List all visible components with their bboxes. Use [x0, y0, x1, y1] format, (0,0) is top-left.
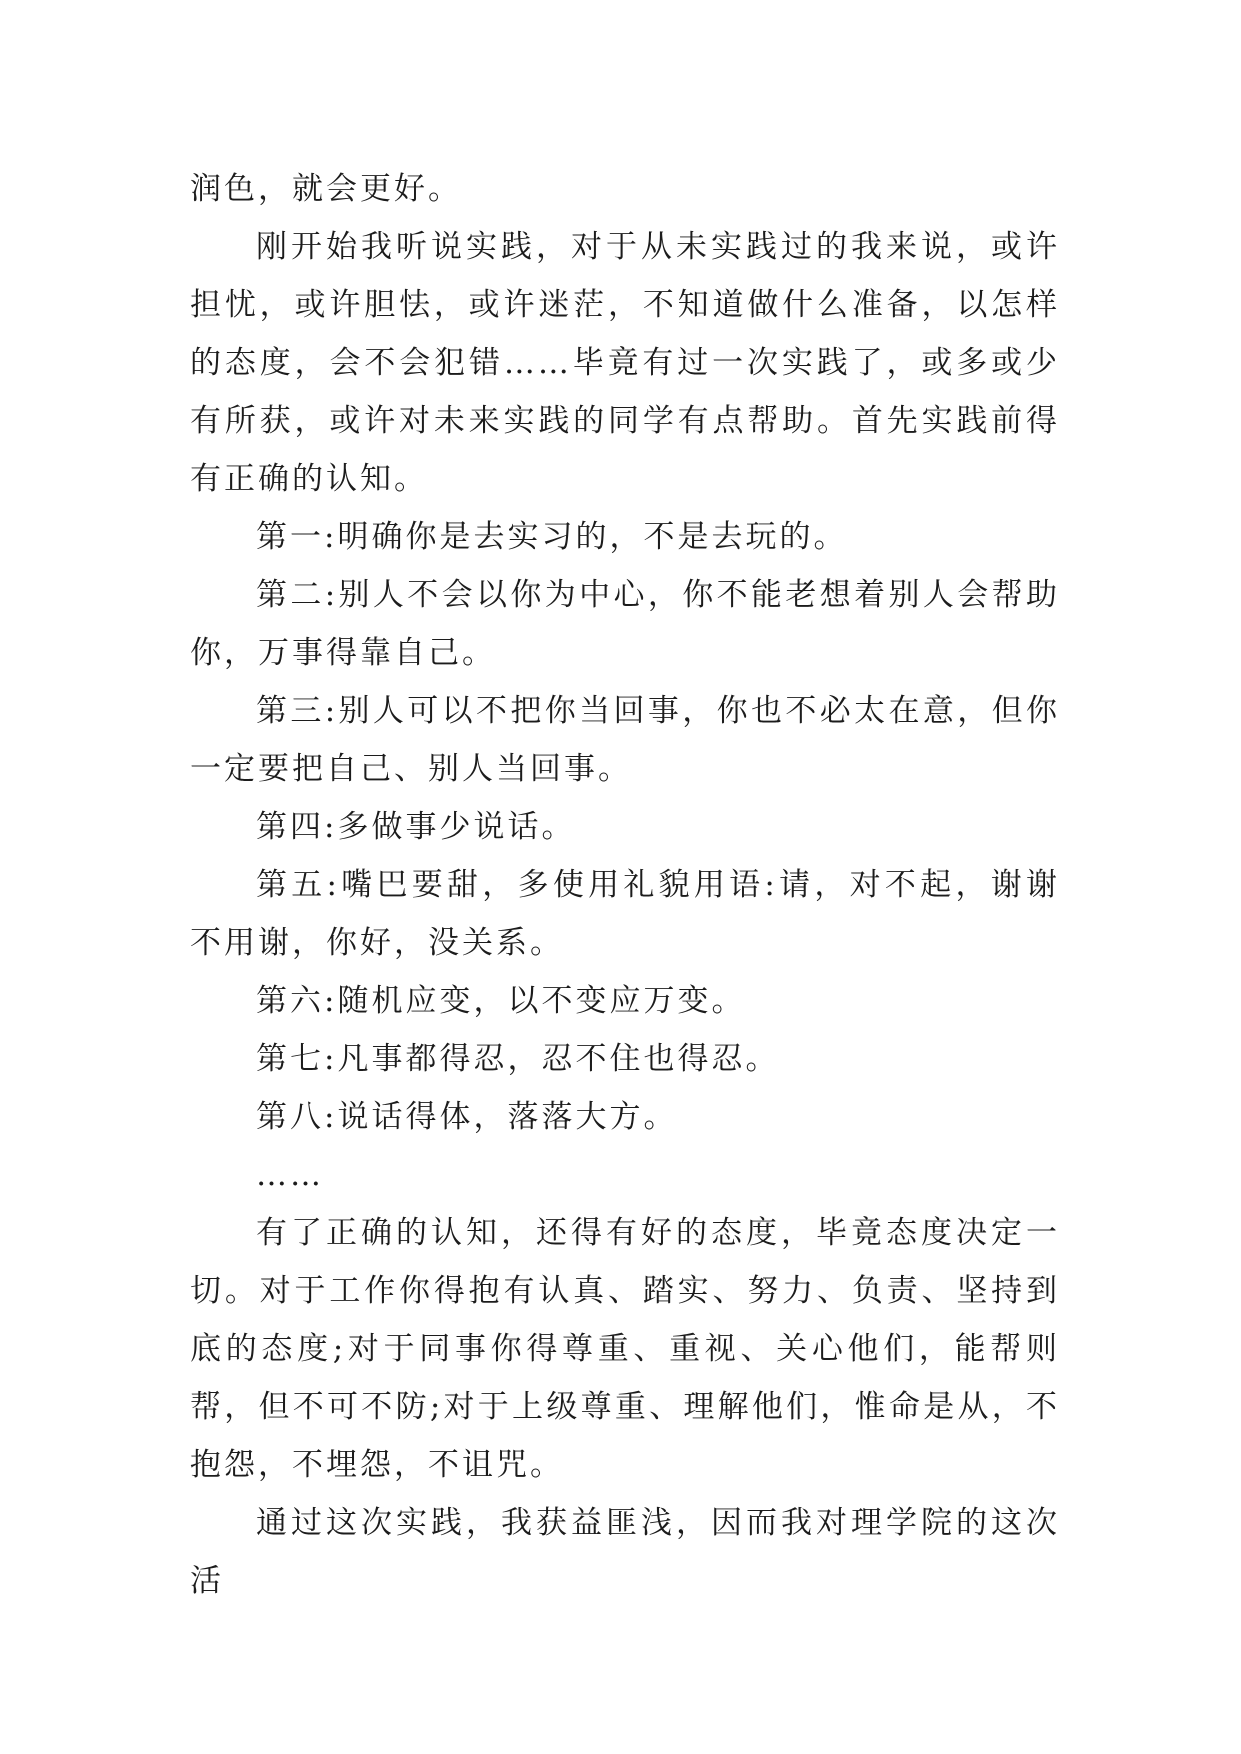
paragraph-continuation: 润色，就会更好。	[190, 171, 462, 207]
list-item-fifth: 第五:嘴巴要甜，多使用礼貌用语:请，对不起，谢谢不用谢，你好，没关系。	[190, 867, 1060, 961]
document-body	[190, 160, 1060, 1610]
paragraph-conclusion: 通过这次实践，我获益匪浅，因而我对理学院的这次活	[190, 1505, 1060, 1599]
list-item-second: 第二:别人不会以你为中心，你不能老想着别人会帮助你，万事得靠自己。	[190, 577, 1060, 671]
list-item-eighth: 第八:说话得体，落落大方。	[256, 1099, 678, 1135]
ellipsis-line: ……	[256, 1157, 324, 1193]
list-item-third: 第三:别人可以不把你当回事，你也不必太在意，但你一定要把自己、别人当回事。	[190, 693, 1060, 787]
list-item-seventh: 第七:凡事都得忍，忍不住也得忍。	[256, 1041, 780, 1077]
list-item-sixth: 第六:随机应变，以不变应万变。	[256, 983, 746, 1019]
paragraph-attitude: 有了正确的认知，还得有好的态度，毕竟态度决定一切。对于工作你得抱有认真、踏实、努力、负责、坚持到底的态度;对于同事你得尊重、重视、关心他们，能帮则帮，但不可不防;对于上级尊重、理解他们，惟命是从，不抱怨，不埋怨，不诅咒。	[190, 1215, 1060, 1483]
list-item-first: 第一:明确你是去实习的，不是去玩的。	[256, 519, 848, 555]
list-item-fourth: 第四:多做事少说话。	[256, 809, 576, 845]
paragraph-intro: 刚开始我听说实践，对于从未实践过的我来说，或许担忧，或许胆怯，或许迷茫，不知道做什么准备，以怎样的态度，会不会犯错……毕竟有过一次实践了，或多或少有所获，或许对未来实践的同学有点帮助。首先实践前得有正确的认知。	[190, 229, 1060, 497]
